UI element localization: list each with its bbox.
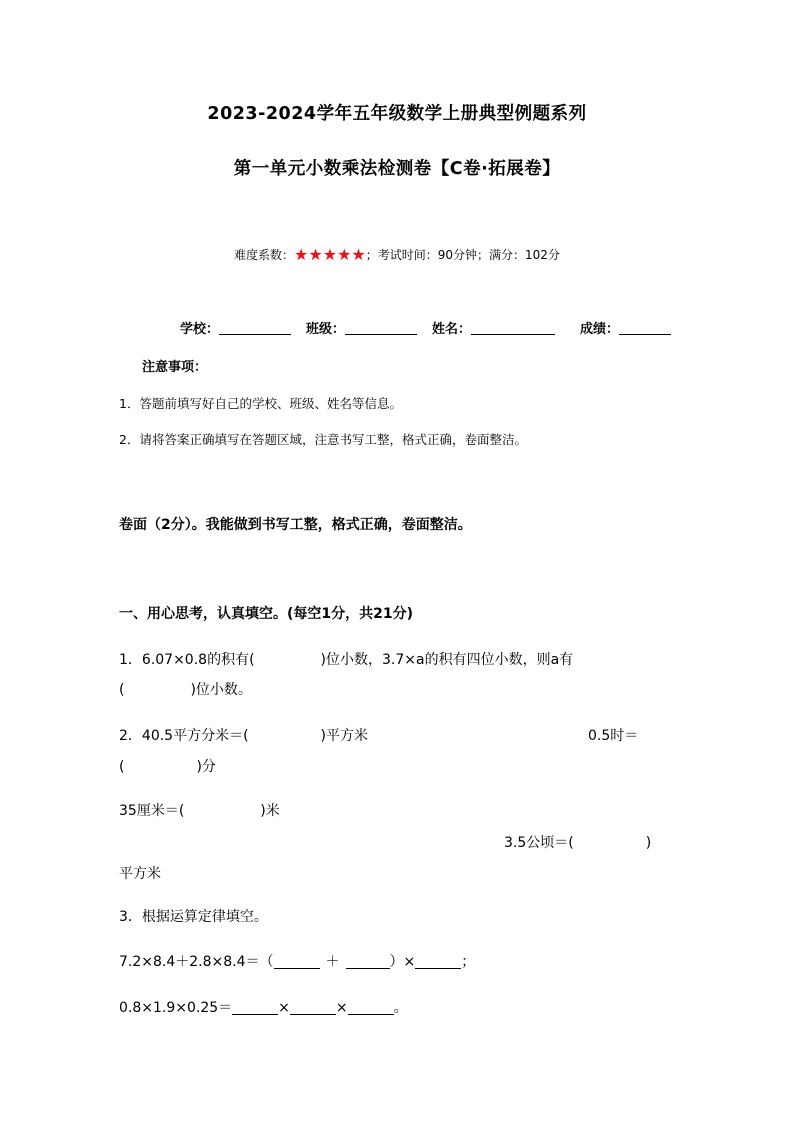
difficulty-stars-icon: ★★★★★	[294, 245, 366, 264]
q1-line2	[119, 679, 252, 699]
q2-text-d2: )	[645, 835, 652, 851]
q3-title: 3．根据运算定律填空。	[119, 909, 268, 925]
q3-blank-4[interactable]	[232, 1000, 278, 1015]
q2-text-b3: )分	[196, 759, 216, 775]
q3-line2	[119, 997, 408, 1017]
q3-blank-5[interactable]	[290, 1000, 336, 1015]
q2-text-a1: 2．40.5平方分米＝(	[119, 728, 249, 744]
q2-text-b2: (	[119, 759, 125, 775]
difficulty-label: 难度系数：	[234, 248, 295, 262]
info-score	[580, 318, 671, 337]
q2-line1-right: 0.5时＝	[588, 728, 639, 744]
q2-text-d1: 3.5公顷＝(	[504, 835, 574, 851]
score-label: 成绩：	[580, 322, 620, 337]
exam-time-score: ；考试时间：90分钟；满分：102分	[365, 248, 560, 262]
q3-line1	[119, 951, 475, 971]
info-name	[432, 318, 555, 337]
q3-times-2: ×	[335, 1000, 348, 1016]
q3-blank-3[interactable]	[415, 954, 461, 969]
q3-plus: ＋	[325, 954, 340, 970]
q2-line3	[119, 800, 280, 820]
q2-text-a2: )平方米	[320, 728, 369, 744]
name-label: 姓名：	[432, 322, 472, 337]
q2-line4	[504, 832, 651, 852]
q1-text-a: 1．6.07×0.8的积有(	[119, 652, 255, 668]
note-item-1: 1．答题前填写好自己的学校、班级、姓名等信息。	[119, 396, 402, 411]
q3-line1-end: ；	[461, 954, 476, 970]
q3-blank-1[interactable]	[274, 954, 320, 969]
q3-blank-2[interactable]	[346, 954, 390, 969]
q3-times-1: ×	[278, 1000, 290, 1016]
q3-close: ）×	[389, 954, 416, 970]
exam-title-line2: 第一单元小数乘法检测卷【C卷·拓展卷】	[233, 159, 561, 179]
note-item-2: 2．请将答案正确填写在答题区域，注意书写工整，格式正确，卷面整洁。	[119, 432, 527, 447]
q3-line2-text: 0.8×1.9×0.25＝	[119, 1000, 233, 1016]
q3-line2-end: 。	[393, 1000, 408, 1016]
notes-title: 注意事项：	[142, 360, 208, 375]
class-blank[interactable]	[345, 321, 417, 335]
q1-line1	[119, 649, 573, 669]
q3-blank-6[interactable]	[348, 1000, 394, 1015]
q3-line1-text: 7.2×8.4＋2.8×8.4＝（	[119, 954, 274, 970]
q2-line2	[119, 756, 216, 776]
exam-meta	[0, 245, 794, 264]
name-blank[interactable]	[471, 321, 555, 335]
q1-text-c: (	[119, 682, 125, 698]
neatness-line: 卷面（2分）。我能做到书写工整，格式正确，卷面整洁。	[119, 517, 472, 533]
info-school	[180, 318, 291, 337]
q2-text-c2: )米	[260, 803, 280, 819]
score-blank[interactable]	[619, 321, 671, 335]
q2-text-c1: 35厘米＝(	[119, 803, 185, 819]
q1-text-b: )位小数，3.7×a的积有四位小数，则a有	[320, 652, 574, 668]
q1-text-d: )位小数。	[190, 682, 252, 698]
class-label: 班级：	[306, 322, 346, 337]
section1-heading: 一、用心思考，认真填空。(每空1分，共21分)	[119, 606, 414, 622]
school-blank[interactable]	[219, 321, 291, 335]
school-label: 学校：	[180, 322, 220, 337]
q2-line5: 平方米	[119, 866, 161, 882]
q2-line1	[119, 725, 368, 745]
info-class	[306, 318, 417, 337]
exam-title-line1: 2023-2024学年五年级数学上册典型例题系列	[207, 104, 587, 124]
